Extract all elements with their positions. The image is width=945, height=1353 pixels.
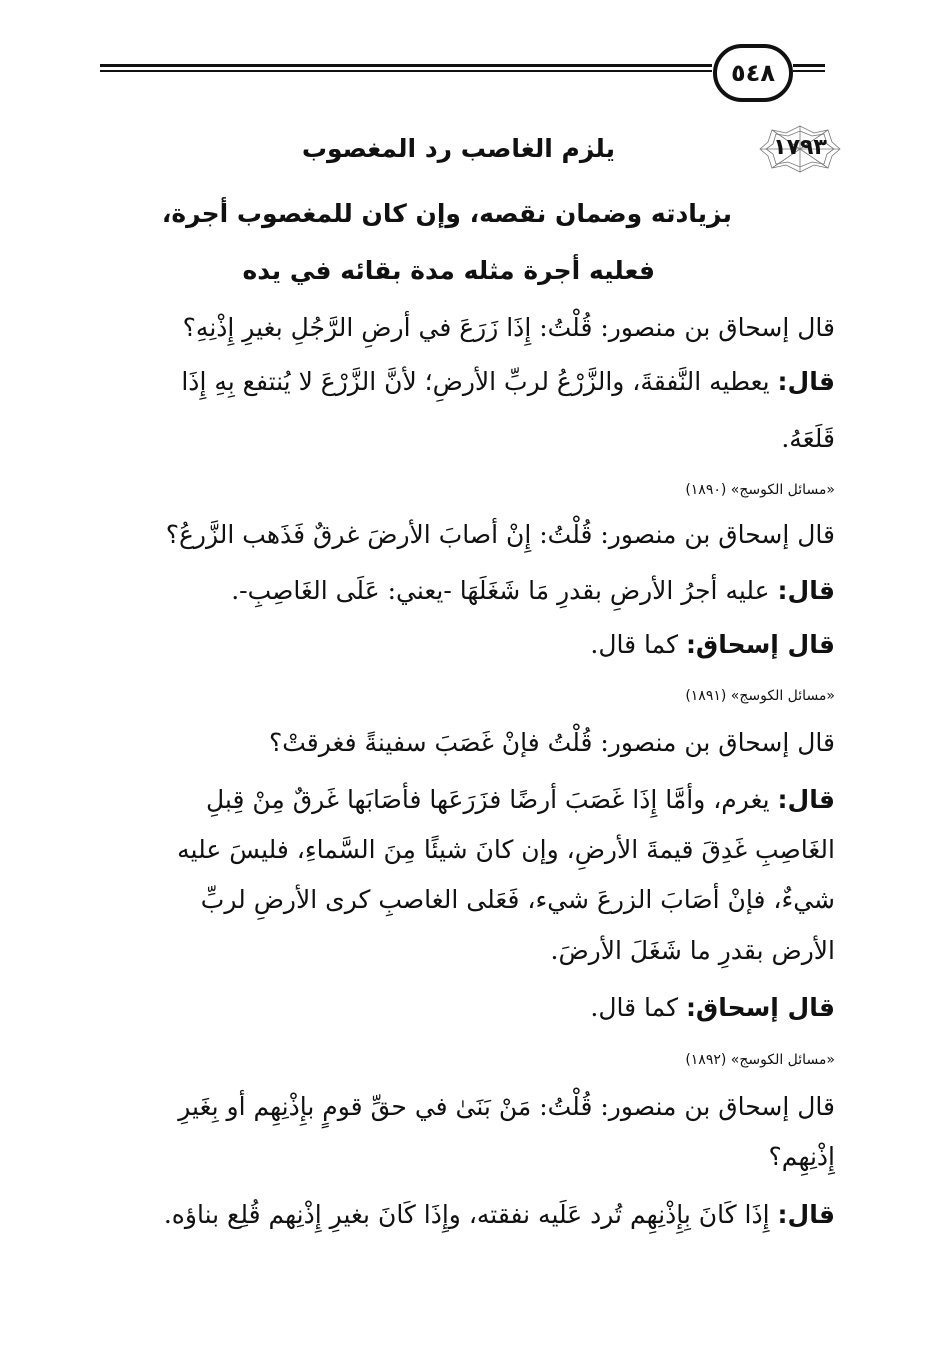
speaker-label: قال: [777, 1200, 835, 1229]
answer-text: قَلَعَهُ. [781, 424, 835, 453]
answer-text: عليه أجرُ الأرضِ بقدرِ مَا شَغَلَهَا -يعني: عَلَى الغَاصِبِ-. [231, 576, 770, 605]
answer-text: الأرض بقدرِ ما شَغَلَ الأرضَ. [550, 936, 835, 965]
chapter-number: ١٧٩٣ [773, 135, 827, 160]
answer-line [231, 576, 835, 605]
answer-text: يعطيه النَّفقةَ، والزَّرْعُ لربِّ الأرضِ؛ لأنَّ الزَّرْعَ لا يُنتفع بِهِ إِذَا [181, 367, 770, 396]
source-citation: «مسائل الكوسج» (١٨٩٢) [685, 1052, 835, 1068]
ishaq-line [590, 630, 835, 659]
header-rule [100, 60, 712, 76]
answer-text: يغرم، وأمَّا إِذَا غَصَبَ أرضًا فزَرَعَها فأصَابَها غَرقٌ مِنْ قِبلِ [205, 785, 770, 814]
ishaq-text: كما قال. [590, 993, 678, 1022]
speaker-label: قال: [777, 367, 835, 396]
question-text: إِذْنِهِم؟ [768, 1142, 835, 1171]
ishaq-label: قال إسحاق: [685, 630, 835, 659]
question-text: قال إسحاق بن منصور: قُلْتُ: مَنْ بَنَىٰ في حقِّ قومٍ بإِذْنِهِم أو بِغَيرِ [178, 1092, 835, 1121]
answer-line [181, 367, 835, 396]
question-text: قال إسحاق بن منصور: قُلْتُ: إِذَا زَرَعَ في أرضِ الرَّجُلِ بغيرِ إِذْنِهِ؟ [182, 313, 835, 342]
question-text: قال إسحاق بن منصور: قُلْتُ: إِنْ أصابَ الأرضَ غرقٌ فَذَهب الزَّرعُ؟ [165, 520, 835, 549]
answer-line [164, 1200, 835, 1229]
ishaq-text: كما قال. [590, 630, 678, 659]
speaker-label: قال: [777, 785, 835, 814]
question-text: قال إسحاق بن منصور: قُلْتُ فإنْ غَصَبَ سفينةً فغرقتْ؟ [268, 728, 835, 757]
ishaq-line [590, 993, 835, 1022]
source-citation: «مسائل الكوسج» (١٨٩٠) [685, 482, 835, 498]
chapter-title-line-2: بزيادته وضمان نقصه، وإن كان للمغصوب أجرة، [161, 199, 732, 228]
chapter-number-badge [758, 124, 842, 174]
page-number: ٥٤٨ [713, 44, 793, 102]
answer-text: إِذَا كَانَ بِإِذْنِهِم تُرد عَلَيه نفقته، وإِذَا كَانَ بغيرِ إِذْنِهم قُلِع بناؤه. [163, 1200, 770, 1229]
answer-line [206, 785, 835, 814]
header-rule-end [793, 60, 825, 76]
chapter-title: يلزم الغاصب رد المغصوب [301, 134, 615, 163]
answer-text: الغَاصِبِ غَدِقَ قيمةَ الأرضِ، وإن كانَ شيئًا مِنَ السَّماءِ، فليسَ عليه [177, 835, 835, 864]
source-citation: «مسائل الكوسج» (١٨٩١) [685, 688, 835, 704]
speaker-label: قال: [777, 576, 835, 605]
chapter-title-line-3: فعليه أجرة مثله مدة بقائه في يده [242, 256, 655, 285]
ishaq-label: قال إسحاق: [685, 993, 835, 1022]
answer-text: شيءٌ، فإنْ أصَابَ الزرعَ شيء، فَعَلى الغاصبِ كرى الأرضِ لربِّ [200, 885, 835, 914]
